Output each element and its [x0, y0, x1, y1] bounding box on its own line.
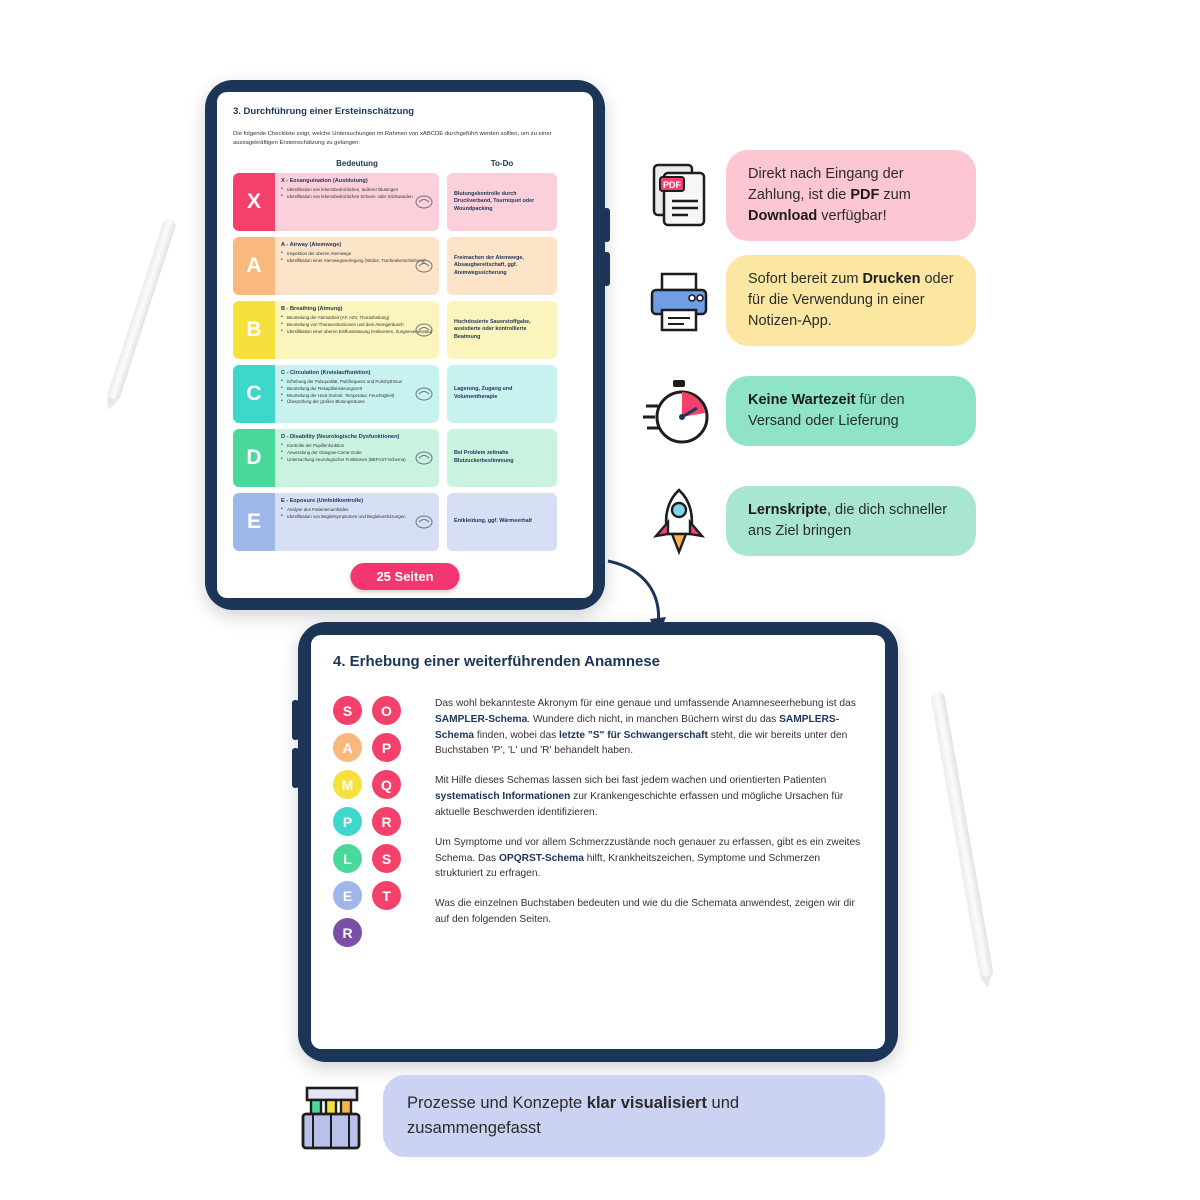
printer-icon [640, 262, 718, 340]
letter-row [333, 807, 413, 836]
letter-circle: S [333, 696, 362, 725]
paragraph: Um Symptome und vor allem Schmerzzustände noch genauer zu erfassen, gibt es ein zweites Schema. Das OPQRST-Schema hilft, Krankheitszeichen, Symptome und Schmerzen strukturiert zu erfragen. [435, 836, 861, 880]
letter-row [333, 696, 413, 725]
letter-circle: S [372, 844, 401, 873]
row-meaning-title: B - Breathing (Atmung) [281, 306, 343, 313]
row-meaning-item: • Überprüfung der großen Blutungsräume [281, 399, 433, 406]
page1-title: 3. Durchführung einer Ersteinschätzung [233, 106, 415, 117]
letter-circle: Q [372, 770, 401, 799]
volume-up-button[interactable] [603, 208, 610, 242]
svg-text:PDF: PDF [663, 179, 681, 190]
row-meaning-item: • Identifikation einer Atemwegsverlegung (Stridor, Trachealverschiebung) [281, 258, 433, 265]
row-meaning-title: D - Disability (Neurologische Dysfunktionen) [281, 434, 400, 441]
row-todo: Bei Problem zeitnahe Blutzuckerbestimmung [447, 429, 557, 487]
letter-row [333, 844, 413, 873]
letter-circle: L [333, 844, 362, 873]
row-todo: Lagerung, Zugang und Volumentherapie [447, 365, 557, 423]
feature-visualised [285, 1070, 885, 1162]
row-meaning [275, 301, 439, 359]
letter-circle: P [333, 807, 362, 836]
xabcde-row [233, 365, 577, 423]
row-meaning-item: • Beurteilung der Haut (Kolorit, Temperatur, Feuchtigkeit) [281, 393, 433, 400]
xabcde-rows [233, 173, 577, 551]
xabcde-row [233, 493, 577, 551]
letter-row [333, 770, 413, 799]
stylus-pencil-right [930, 691, 994, 979]
row-letter-a: A [233, 237, 275, 295]
row-letter-b: B [233, 301, 275, 359]
paragraph: Was die einzelnen Buchstaben bedeuten und wie du die Schemata anwendest, zeigen wir dir auf den folgenden Seiten. [435, 898, 855, 925]
row-meaning-item: • Inspektion der oberen Atemwege [281, 251, 433, 258]
row-meaning-item: • Beurteilung der Rekapillarisierungszeit [281, 386, 433, 393]
row-meaning-item: • Analyse des Patientenumfeldes [281, 507, 433, 514]
pdf-document-icon [640, 157, 718, 235]
row-meaning [275, 173, 439, 231]
letter-circle: O [372, 696, 401, 725]
brain-icon [414, 448, 434, 468]
airway-icon [414, 256, 434, 276]
letter-circle: T [372, 881, 401, 910]
lungs-icon [414, 320, 434, 340]
row-meaning-title: C - Circulation (Kreislauffunktion) [281, 370, 371, 377]
col-letter-header [233, 159, 275, 168]
row-meaning-item: • Kontrolle der Pupillenfunktion [281, 443, 433, 450]
volume-up-button-2[interactable] [292, 700, 299, 740]
page2-title: 4. Erhebung einer weiterführenden Anamnese [333, 653, 661, 670]
rocket-icon [640, 482, 718, 560]
row-letter-e: E [233, 493, 275, 551]
row-meaning-item: • Identifikation von lebensbedrohlichen Schuss- oder Stichwunden [281, 194, 433, 201]
row-letter-d: D [233, 429, 275, 487]
heart-icon [414, 384, 434, 404]
page-anamnese [311, 635, 885, 1049]
tablet-device-bottom [298, 622, 898, 1062]
volume-down-button-2[interactable] [292, 748, 299, 788]
row-meaning-item: • Identifikation einer oberen Einflussstauung (Halsvenen, Zungenvenenstau) [281, 329, 433, 336]
page-count-badge: 25 Seiten [350, 563, 459, 590]
paragraph: Das wohl bekannteste Akronym für eine genaue und umfassende Anamneseerhebung ist das SAMPLER-Schema. Wundere dich nicht, in manchen Büchern wirst du das SAMPLERS-Schema finden, wobei das letzte "S" für Schwangerschaft steht, die wir bereits unter den Buchstaben 'P', 'L' und 'R' behandelt haben. [435, 698, 856, 757]
row-todo: Entkleidung, ggf. Wärmeerhalt [447, 493, 557, 551]
feature-visualised-text: Prozesse und Konzepte klar visualisiert und zusammengefasst [383, 1075, 885, 1157]
page2-paragraphs [413, 696, 863, 955]
row-meaning-title: X - Exsanguination (Ausblutung) [281, 178, 368, 185]
xabcde-row [233, 429, 577, 487]
patient-icon [414, 512, 434, 532]
row-todo: Freimachen der Atemwege, Absaugbereitschaft, ggf. Atemwegssicherung [447, 237, 557, 295]
letter-row [333, 733, 413, 762]
row-meaning-item: • Anwendung der Glasgow-Coma-Scale [281, 450, 433, 457]
row-meaning [275, 237, 439, 295]
col-meaning-header: Bedeutung [336, 159, 378, 169]
col-todo-header: To-Do [490, 159, 514, 169]
tablet-device-top [205, 80, 605, 610]
feature-scripts-text: Lernskripte, die dich schneller ans Ziel bringen [726, 486, 976, 556]
page1-intro: Die folgende Checkliste zeigt, welche Untersuchungen im Rahmen von xABCDE durchgeführt werden sollten, um zu einer aussagekräftigen Ersteinschätzung zu gelangen: [233, 131, 552, 147]
xabcde-row [233, 301, 577, 359]
volume-down-button[interactable] [603, 252, 610, 286]
row-meaning-item: • Identifikation von Begleitsymptomen und Begleitverletzungen [281, 514, 433, 521]
row-todo: Blutungskontrolle durch Druckverband, Tourniquet oder Woundpacking [447, 173, 557, 231]
stylus-pencil-left [106, 218, 177, 403]
letter-circle: E [333, 881, 362, 910]
pencil-cup-icon [285, 1070, 377, 1162]
xabcde-row [233, 237, 577, 295]
row-meaning [275, 429, 439, 487]
row-todo: Hochdosierte Sauerstoffgabe, assistierte oder kontrollierte Beatmung [447, 301, 557, 359]
letter-circle: R [333, 918, 362, 947]
feature-print [640, 255, 990, 346]
feature-no-waiting-text: Keine Wartezeit für den Versand oder Lieferung [726, 376, 976, 446]
letter-row [333, 918, 413, 947]
tablet-screen-top [217, 92, 593, 598]
row-meaning-title: A - Airway (Atemwege) [281, 242, 342, 249]
page1-column-headers [233, 159, 577, 168]
feature-pdf-text: Direkt nach Eingang der Zahlung, ist die PDF zum Download verfügbar! [726, 150, 976, 241]
row-letter-x: X [233, 173, 275, 231]
letter-circle: P [372, 733, 401, 762]
row-meaning-title: E - Exposure (Umfeldkontrolle) [281, 498, 364, 505]
feature-scripts [640, 482, 990, 560]
row-meaning [275, 493, 439, 551]
row-meaning-item: • Erhebung der Pulsqualität, Pulsfrequenz und Pulsrhythmus [281, 379, 433, 386]
sampler-opqrst-letters [333, 696, 413, 955]
row-meaning-item: • Beurteilung von Thoraxexkursionen und dem Atemgeräusch [281, 322, 433, 329]
feature-pdf-download [640, 150, 990, 241]
bandage-icon [414, 192, 434, 212]
row-meaning-item: • Beurteilung der Atemarbeit (AF, AZV, Thoraxhebung) [281, 315, 433, 322]
page-xabcde [217, 92, 593, 598]
row-letter-c: C [233, 365, 275, 423]
row-meaning-item: • Untersuchung neurologischer Funktionen (BEFAST-Schema) [281, 457, 433, 464]
row-meaning [275, 365, 439, 423]
tablet-screen-bottom [311, 635, 885, 1049]
xabcde-row [233, 173, 577, 231]
letter-row [333, 881, 413, 910]
letter-circle: A [333, 733, 362, 762]
letter-circle: R [372, 807, 401, 836]
letter-circle: M [333, 770, 362, 799]
feature-no-waiting [640, 372, 990, 450]
row-meaning-item: • Identifikation von lebensbedrohlichen, äußerer Blutungen [281, 187, 433, 194]
stopwatch-icon [640, 372, 718, 450]
feature-print-text: Sofort bereit zum Drucken oder für die Verwendung in einer Notizen-App. [726, 255, 976, 346]
paragraph: Mit Hilfe dieses Schemas lassen sich bei fast jedem wachen und orientierten Patienten systematisch Informationen zur Krankengeschichte erfassen und mögliche Ursachen für aktuelle Beschwerden identifizieren. [435, 775, 844, 818]
